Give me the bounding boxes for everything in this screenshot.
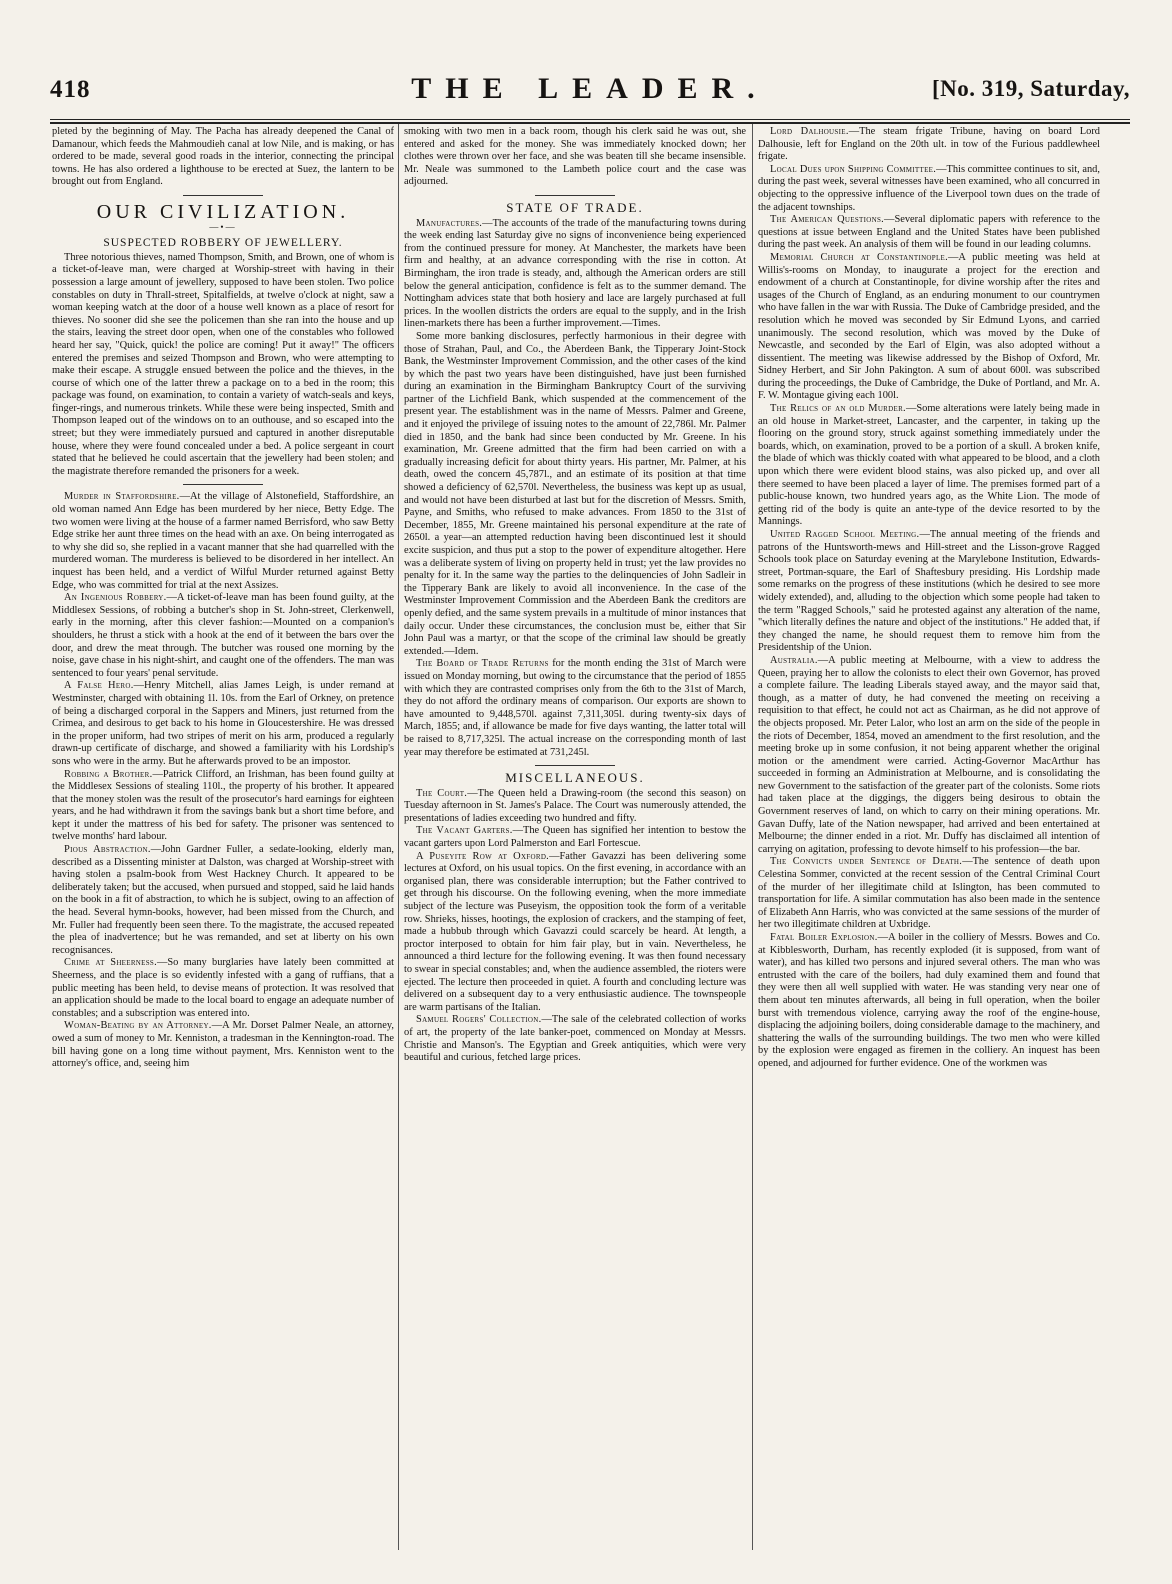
article-paragraph: Some more banking disclosures, perfectly harmonious in their degree with those of Strahan, Paul, and Co., the Aberdeen Bank, the Tipperary Joint-Stock Bank, the Westminster Improvement Commission, and the other cases of the kind by which the past two years have been distinguished, have just been furnished during an examination in the Birmingham Bankruptcy Court of the surviving partner of the Lichfield Bank, which suspended at the commencement of the present year. The establishment was in the name of Messrs. Palmer and Greene, and it enjoyed the privilege of issuing notes to the amount of 22,786l. Mr. Palmer died in 1850, and the bank had since been conducted by Mr. Greene. In his examination, Mr. Greene admitted that the firm had been carried on with a gradually increasing deficit for about thirty years. His partner, Mr. Palmer, at his death, owed the concern 45,787l., and an estimate of its position at that time showed a deficiency of 62,570l. Nevertheless, the business was kept up as usual, and would not have been disturbed at last but for the discretion of Messrs. Smith, Payne, and Smiths, who refused to make advances. From 1850 to the 31st of December, 1855, Mr. Greene maintained his personal expenditure at the rate of 2650l. a year—an attempted reduction having been discontinued lest it should excite suspicion, and thus put a stop to the power of expenditure altogether. Here was a deliberate system of living on property held in trust; yet the law provides no penalty for it. In the same way the parties to the delinquencies of John Sadleir in the Tipperary Bank are likely to avoid all inconvenience. In the case of the Westminster Improvement Commission and the Aberdeen Bank the creditors are openly defied, and the same system prevails in a multitude of minor instances that daily occur. Under these circumstances, the conclusion must be, either that Sir John Paul was a martyr, or that the scope of the criminal law should be greatly extended.—Idem. — [404, 330, 746, 657]
divider — [183, 195, 263, 196]
newspaper-title: THE LEADER. — [411, 72, 769, 105]
divider — [535, 195, 615, 196]
article-paragraph — [404, 1014, 746, 1064]
article-paragraph — [52, 844, 394, 957]
article-run-in-head: An Ingenious Robbery. — [64, 592, 167, 604]
article-body: —The annual meeting of the friends and patrons of the Huntsworth-mews and Hill-street and the Lisson-grove Ragged Schools took place on Saturday evening at the Marylebone Institution, Edwards-street, Portman-square, the Earl of Shaftesbury presiding. His Lordship made some remarks on the progress of these institutions (which he desired to see more widely extended), and, alluding to the objection which some people had taken to the term "Ragged Schools," said he protested against any alteration of the name, "which literally defines the nature and object of the institutions." He added that, if they changed the name, he should request them to remove him from the Presidentship of the Union. — [758, 529, 1100, 654]
ornament-divider: —•— — [209, 221, 237, 232]
article-paragraph — [404, 851, 746, 1015]
article-run-in-head: Woman-Beating by an Attorney. — [64, 1020, 212, 1032]
article-body: —This committee continues to sit, and, during the past week, several witnesses have been examined, who all concurred in objecting to the oppressive influence of the Liverpool town dues on the trade of the adjacent townships. — [758, 163, 1100, 213]
article-body: —At the village of Alstonefield, Staffordshire, an old woman named Ann Edge has been murdered by her niece, Betty Edge. The two women were living at the house of a farmer named Berrisford, who saw Betty Edge strike her aunt three times on the head with an axe. On being interrogated as to why she did so, she replied in a vacant manner that she had quarrelled with the murdered woman. The murderess is believed to be disordered in her intellect. An inquest has been held, and a verdict of Wilful Murder returned against Betty Edge, who was committed for trial at the next Assizes. — [52, 491, 394, 591]
article-run-in-head: Robbing a Brother. — [64, 768, 153, 780]
article-paragraph — [758, 214, 1100, 252]
article-paragraph — [52, 957, 394, 1020]
section-heading: STATE OF TRADE. — [506, 199, 644, 215]
article-paragraph: pleted by the beginning of May. The Pacha has already deepened the Canal of Damanour, which feeds the Mahmoudieh canal at low Nile, and is making, or has ordered to be made, several good roads in the interior, connecting the principal towns. He has also ordered a lighthouse to be erected at Suez, the lantern to be brought out from England. — [52, 126, 394, 188]
article-run-in-head: Memorial Church at Constantinople. — [770, 251, 949, 263]
article-body: —The sale of the celebrated collection of works of art, the property of the late banker-poet, commenced on Monday at Messrs. Christie and Manson's. The Egyptian and Greek antiquities, which were very beautiful and curious, fetched large prices. — [404, 1014, 746, 1064]
article-paragraph: smoking with two men in a back room, though his clerk said he was out, she entered and asked for the money. She was immediately knocked down; her clothes were thrown over her face, and she was beaten till she became insensible. Mr. Neale was summoned to the Lambeth police court and the case was adjourned. — [404, 126, 746, 188]
article-paragraph — [758, 403, 1100, 529]
article-run-in-head: The Vacant Garters. — [416, 825, 513, 837]
article-paragraph — [758, 126, 1100, 164]
article-run-in-head: Samuel Rogers' Collection. — [416, 1014, 542, 1026]
article-paragraph — [758, 252, 1100, 403]
article-paragraph — [52, 491, 394, 592]
column-rule — [752, 124, 753, 1550]
article-run-in-head: The Board of Trade Returns — [416, 658, 549, 670]
article-paragraph — [52, 1020, 394, 1070]
article-run-in-head: The American Questions. — [770, 214, 885, 226]
article-run-in-head: Lord Dalhousie. — [770, 126, 849, 137]
issue-line: [No. 319, Saturday, — [932, 76, 1130, 101]
column-3 — [758, 126, 1100, 1546]
article-run-in-head: Manufactures. — [416, 217, 483, 229]
article-paragraph — [758, 164, 1100, 214]
article-run-in-head: Local Dues upon Shipping Committee. — [770, 163, 937, 175]
article-paragraph — [758, 529, 1100, 655]
article-run-in-head: Fatal Boiler Explosion. — [770, 932, 878, 943]
column-rule — [398, 124, 399, 1550]
page-number: 418 — [50, 76, 91, 103]
article-paragraph — [404, 218, 746, 331]
article-body: —Father Gavazzi has been delivering some lectures at Oxford, on his usual topics. On the first evening, in accordance with an organised plan, there was considerable interruption; but the Father contrived to get through his discourse. On the following evening, when the more immediate subject of the lecture was Puseyism, the opposition took the form of a veritable row. Shrieks, hisses, hootings, the explosion of crackers, and the stamping of feet, made a hubbub through which Gavazzi could scarcely be heard. At length, a proctor interposed to obtain for him fair play, but in vain. Nevertheless, he announced a third lecture for the following evening. It was then found necessary to swear in special constables; and, when the audience assembled, the rioters were ejected. The lecture then proceeded in quiet. A fourth and concluding lecture was delivered on a subsequent day to a very enthusiastic audience. The townspeople are warm partisans of the Italian. — [404, 850, 746, 1013]
article-paragraph — [758, 655, 1100, 857]
divider — [183, 484, 263, 485]
article-body: —So many burglaries have lately been committed at Sheerness, and the place is so evidently infested with a gang of ruffians, that a public meeting has been held, to devise means of protection. It was resolved that an application should be made to the local board to engage an adequate number of constables; and a subscription was entered into. — [52, 957, 394, 1019]
article-run-in-head: A False Hero. — [64, 680, 134, 692]
article-paragraph: Three notorious thieves, named Thompson, Smith, and Brown, one of whom is a ticket-of-leave man, were charged at Worship-street with having in their possession a large amount of jewellery, supposed to have been stolen. Two police constables on duty in Thrall-street, Spitalfields, at twelve o'clock at night, saw a woman keeping watch at the door of a house well known as a place of resort for thieves. No sooner did she see the policemen than she ran into the house and up the stairs, leaving the street door open, when one of the constables who followed heard her say, "Quick, quick! the police are coming! Put it away!" The officers entered the premises and seized Thompson and Brown, who were attempting to make their escape. A struggle ensued between the police and the thieves, in the course of which one of the latter threw a package on to a bed in the room; this package was found, on examination, to contain a variety of watch-seals and keys, finger-rings, and numerous trinkets. While these were being inspected, Smith and Thompson leaped out of the windows on to an outhouse, and so escaped into the street; but they were immediately pursued and captured in another disreputable house, where they were found concealed under a bed. A police sergeant in court stated that he believed he could ascertain that the jewellery had been stolen; and the magistrate therefore remanded the prisoners for a week. — [52, 251, 394, 477]
article-paragraph — [404, 658, 746, 759]
article-body: —A Mr. Dorset Palmer Neale, an attorney, owed a sum of money to Mr. Kenniston, a tradesman in the Kennington-road. The bill having gone on a long time without payment, Mrs. Kenniston went to the attorney's office, and, seeing him — [52, 1020, 394, 1070]
article-run-in-head: The Convicts under Sentence of Death. — [770, 856, 963, 868]
article-body: —A ticket-of-leave man has been found guilty, at the Middlesex Sessions, of robbing a butcher's shop in St. John-street, Clerkenwell, early in the morning, after this clever fashion:—Mounted on a companion's shoulders, he thrust a stick with a hook at the end of it between the bars over the door, and drew the meat through. The butcher was roused one morning by the noise, gave chase in his night-shirt, and caught one of the offenders. The man was sentenced to four years' penal servitude. — [52, 592, 394, 679]
article-body: —Some alterations were lately being made in an old house in Market-street, Lancaster, and the carpenter, in taking up the flooring on the ground story, struck against something immediately under the boards, which, on examination, proved to be a portion of a skull. A broken knife, the blade of which was thickly coated with what appeared to be blood, and a cloth upon which there were evident blood stains, was also picked up, and over all there seemed to have been placed a layer of lime. The premises formed part of a public-house known, two hundred years ago, as the White Lion. The mode of getting rid of the body is quite an ante-type of the device resorted to by the Mannings. — [758, 403, 1100, 528]
section-heading: OUR CIVILIZATION. — [96, 200, 350, 223]
article-body: —The sentence of death upon Celestina Sommer, convicted at the recent session of the Central Criminal Court of the murder of her illegitimate child at Islington, has been commuted to transportation for life. A similar commutation has also been made in the sentence of Elizabeth Ann Harris, who was convicted at the same sessions of the murder of her two illegitimate children at Uxbridge. — [758, 856, 1100, 931]
masthead — [50, 72, 1130, 118]
article-run-in-head: Australia. — [770, 654, 818, 666]
article-body: —Patrick Clifford, an Irishman, has been found guilty at the Middlesex Sessions of stealing 110l., the property of his brother. It appeared that the money stolen was the result of the prosecutor's hard earnings for eighteen years, and he had withdrawn it from the savings bank but a short time before, and kept it under the mattress of his bed for safety. The prisoner was sentenced to twelve months' hard labour. — [52, 768, 394, 843]
article-body: for the month ending the 31st of March were issued on Monday morning, but owing to the circumstance that the period of 1855 with which they are contrasted comprises only from the 6th to the 31st of March, they do not afford the ordinary means of comparison. Our exports are shown to have amounted to 9,448,570l. against 7,311,305l. during twenty-six days of March, 1855; and, if allowance be made for five days wanting, the latter total will be raised to 8,717,325l. The actual increase on the corresponding month of last year may therefore be estimated at 731,245l. — [404, 658, 746, 758]
article-body: —The steam frigate Tribune, having on board Lord Dalhousie, left for England on the 20th ult. in tow of the Furious paddlewheel frigate. — [758, 126, 1100, 163]
article-run-in-head: The Relics of an old Murder. — [770, 403, 906, 415]
article-body: —John Gardner Fuller, a sedate-looking, elderly man, described as a Dissenting minister at Dalston, was charged at Worship-street with having stolen a psalm-book from West Hackney Church. It appeared to be deliberately taken; but the accused, when pursued and stopped, said he laid hands on the book in a fit of abstraction, to which he is subject, owing to an affection of the head. Several hymn-books, however, had been missed from the Church, and Mr. Fuller had frequently been seen there. To the magistrate, the accused repeated the plea of inadvertence; but he was remanded, and set at liberty on his own recognisances. — [52, 844, 394, 956]
article-run-in-head: Murder in Staffordshire. — [64, 491, 180, 503]
article-paragraph — [52, 680, 394, 768]
article-run-in-head: United Ragged School Meeting. — [770, 529, 920, 540]
article-body: —The Queen held a Drawing-room (the second this season) on Tuesday afternoon in St. James's Palace. The Court was numerously attended, the presentations of ladies exceeding two hundred and fifty. — [404, 787, 746, 824]
article-paragraph — [404, 788, 746, 826]
article-body: —Several diplomatic papers with reference to the questions at issue between England and the United States have been published during the past week. An analysis of them will be found in our leading columns. — [758, 214, 1100, 251]
column-1 — [52, 126, 394, 1546]
column-2 — [404, 126, 746, 1546]
article-paragraph — [758, 856, 1100, 932]
article-run-in-head: Crime at Sheerness. — [64, 957, 158, 969]
article-body: —The Queen has signified her intention to bestow the vacant garters upon Lord Palmerston and Earl Fortescue. — [404, 825, 746, 850]
article-heading: SUSPECTED ROBBERY OF JEWELLERY. — [103, 237, 343, 250]
section-heading: MISCELLANEOUS. — [505, 770, 645, 786]
article-body: —A public meeting was held at Willis's-rooms on Monday, to inaugurate a project for the erection and endowment of a church at Constantinople, for divine worship after the rites and usages of the Church of England, as an enduring monument to our countrymen who have fallen in the war with Russia. The Duke of Cambridge presided, and the resolution which he moved was seconded by Sir Edmund Lyons, and carried unanimously. The second resolution, which was moved by the Duke of Newcastle, and seconded by the Earl of Elgin, was also adopted without a dissentient. The meeting was likewise addressed by the Bishop of Oxford, Mr. Sidney Herbert, and Sir John Pakington. A sum of about 600l. was subscribed during the proceedings, the Duke of Cambridge, the Duke of Portland, and Mr. A. F. W. Montague giving each 100l. — [758, 251, 1100, 402]
article-body: —The accounts of the trade of the manufacturing towns during the week ending last Saturday give no signs of inconvenience being experienced from the continued pressure for money. At Manchester, the markets have been firm and healthy, at an advance corresponding with the rise in cotton. At Birmingham, the iron trade is steady, and, although the American orders are still below the general anticipation, confidence is felt as to the summer demand. The Nottingham advices state that both hosiery and lace are largely purchased at full prices. In the woollen districts the orders are equal to the supply, and in the Irish linen-markets there has been a further improvement.—Times. — [404, 217, 746, 330]
article-paragraph — [758, 932, 1100, 1071]
divider — [535, 765, 615, 766]
header-rule — [50, 119, 1130, 124]
article-body: —A public meeting at Melbourne, with a view to address the Queen, praying her to allow the colonists to elect their own Governor, has proved a complete failure. The leading Liberals stayed away, and the mayor said that, though, as a matter of duty, he had convened the meeting on receiving a requisition to that effect, he could not act as Chairman, as he did not approve of the objects proposed. Mr. Peter Lalor, who lost an arm on the side of the people in the riots of December, 1854, moved an amendment to the first resolution, and the meeting broke up in some confusion, it not being apparent whether the original motion or the amendment were carried. Acting-Governor MacArthur has succeeded in forming an Administration at Melbourne, and is consolidating the new Government to the satisfaction of the greater part of the colonists. Some riots had taken place at the diggings, the diggers being desirous to obtain the Government reserves of land, on which to carry on their mining operations. Mr. Gavan Duffy, late of the Nation newspaper, had arrived and been entertained at Melbourne; the dinner ended in a riot. Mr. Duffy has disclaimed all intention of carrying on agitation, professing to devote himself to his profession—the bar. — [758, 654, 1100, 855]
article-run-in-head: The Court. — [416, 787, 468, 799]
article-paragraph — [52, 769, 394, 845]
article-run-in-head: Pious Abstraction. — [64, 844, 151, 856]
article-body: —A boiler in the colliery of Messrs. Bowes and Co. at Kibblesworth, Durham, has recently exploded (it is supposed, from want of water), and has killed two persons and injured several others. The man who was entrusted with the care of the boilers, had duly examined them and found that they were then all well supplied with water. He was standing very near one of them about ten minutes afterwards, all being in full operation, when the boiler burst with tremendous violence, carrying away the roof of the engine-house, displacing the adjoining boilers, doing considerable damage to the machinery, and shattering the walls of the surrounding buildings. The two men who were killed by the explosion were engaged as firemen in the colliery. An inquest has been opened, and adjourned for further evidence. One of the workmen was — [758, 932, 1100, 1069]
article-paragraph — [52, 592, 394, 680]
article-run-in-head: A Puseyite Row at Oxford. — [416, 850, 550, 862]
article-body: —Henry Mitchell, alias James Leigh, is under remand at Westminster, charged with obtaining 1l. 10s. from the Earl of Orkney, on pretence of being a discharged corporal in the Sappers and Miners, just returned from the Crimea, and desirous to get back to his home in Gloucestershire. He was dressed in the proper uniform, had two stripes of merit on his arm, produced a regularly drawn-up certificate of discharge, and showed a familiarity with his Lordship's sons who were in the army. But he afterwards proved to be an impostor. — [52, 680, 394, 767]
article-paragraph — [404, 825, 746, 850]
